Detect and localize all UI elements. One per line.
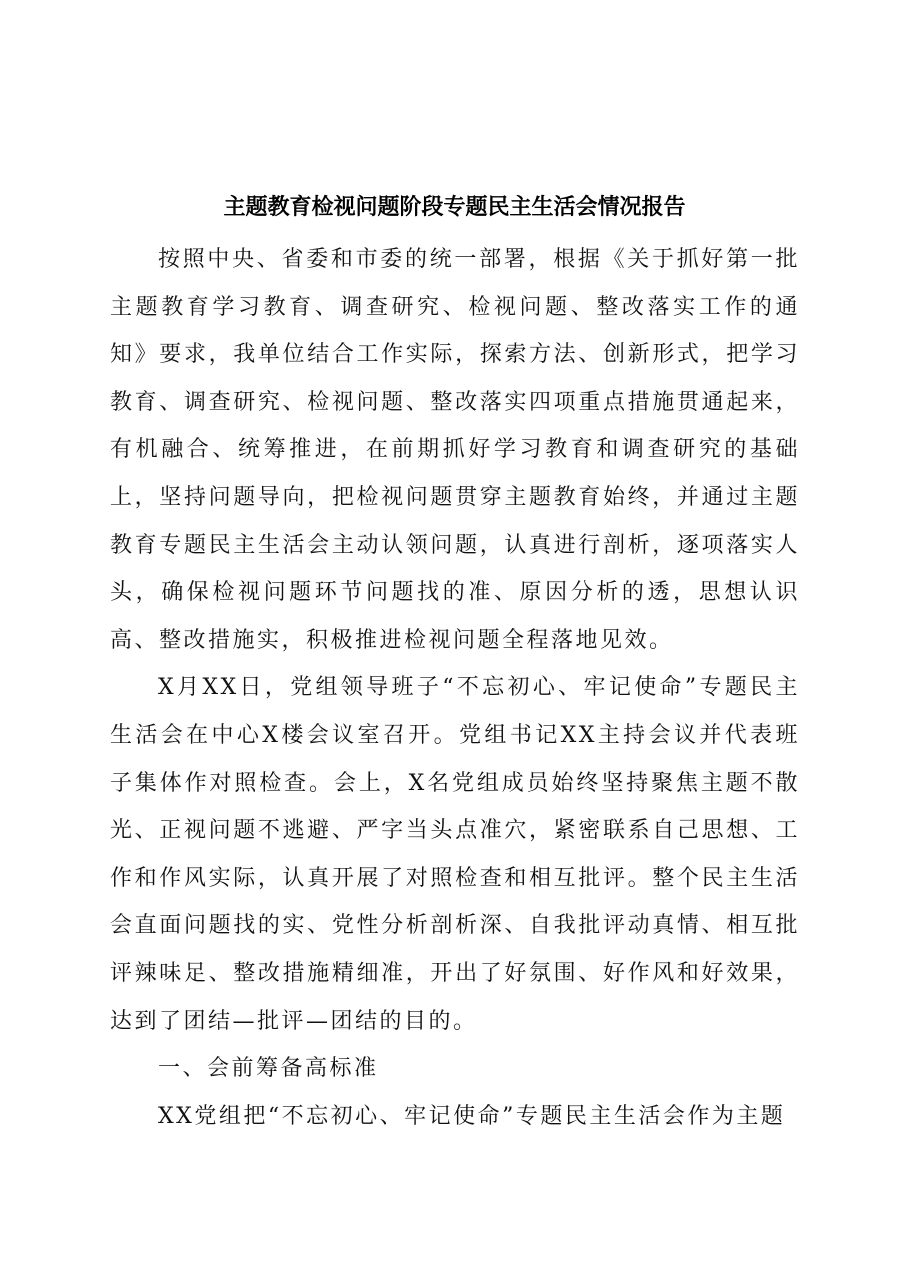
document-title: 主题教育检视问题阶段专题民主生活会情况报告: [223, 195, 686, 220]
document-body: [110, 236, 800, 1140]
section-heading: 一、会前筹备高标准: [158, 1056, 379, 1082]
paragraph-2: X月XX日，党组领导班子“不忘初心、牢记使命”专题民主生活会在中心X楼会议室召开。党组书记XX主持会议并代表班子集体作对照检查。会上，X名党组成员始终坚持聚焦主题不散光、正视问题不逃避、严字当头点准穴，紧密联系自己思想、工作和作风实际，认真开展了对照检查和相互批评。整个民主生活会直面问题找的实、党性分析剖析深、自我批评动真情、相互批评辣味足、整改措施精细准，开出了好氛围、好作风和好效果，达到了团结—批评—团结的目的。: [110, 675, 800, 1034]
paragraph-1: 按照中央、省委和市委的统一部署，根据《关于抓好第一批主题教育学习教育、调查研究、检视问题、整改落实工作的通知》要求，我单位结合工作实际，探索方法、创新形式，把学习教育、调查研究、检视问题、整改落实四项重点措施贯通起来，有机融合、统筹推进，在前期抓好学习教育和调查研究的基础上，坚持问题导向，把检视问题贯穿主题教育始终，并通过主题教育专题民主生活会主动认领问题，认真进行剖析，逐项落实人头，确保检视问题环节问题找的准、原因分析的透，思想认识高、整改措施实，积极推进检视问题全程落地见效。: [110, 247, 800, 653]
paragraph-3: XX党组把“不忘初心、牢记使命”专题民主生活会作为主题: [158, 1103, 786, 1129]
